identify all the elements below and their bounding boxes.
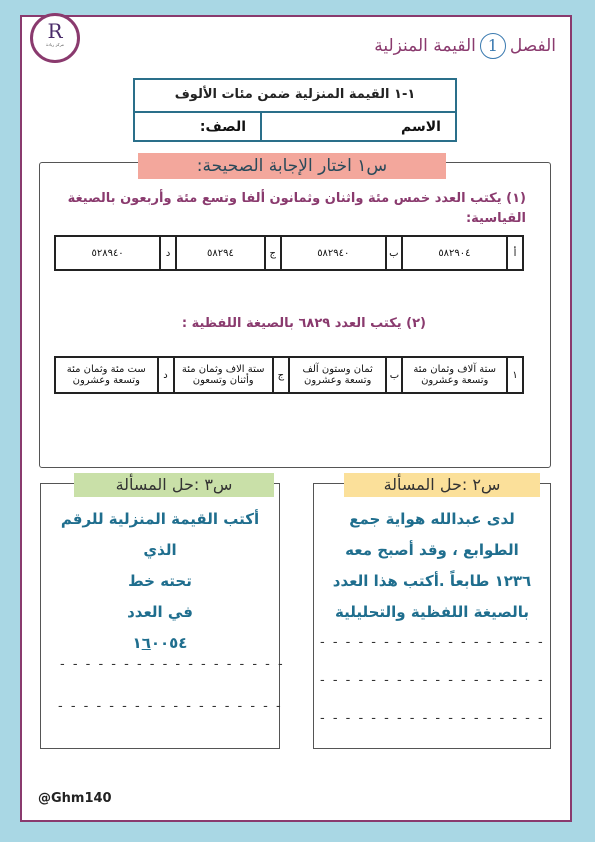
chapter-heading [374,33,556,59]
option-letter: أ [507,236,523,270]
answer-line[interactable]: - - - - - - - - - - - - - - - - - - [320,635,545,650]
question-1-part-2-options [54,356,524,394]
author-handle: @Ghm140 [38,791,112,806]
lesson-title: ١-١ القيمة المنزلية ضمن مئات الألوف [135,80,455,113]
question-3-title: س٣ :حل المسألة [74,473,274,497]
question-1-title: س١ اختار الإجابة الصحيحة: [138,153,446,179]
question-2-line: لدى عبدالله هواية جمع [349,510,515,528]
logo-letter: R [47,19,63,43]
question-1-part-2-text: (٢) يكتب العدد ٦٨٢٩ بالصيغة اللفظية : [181,316,426,331]
question-1-part-1-options [54,235,524,271]
underlined-digit: ٦ [141,634,151,652]
question-2-title: س٢ :حل المسألة [344,473,540,497]
question-3-number: ١٦٠٠٥٤ [132,634,188,652]
lesson-title-box [133,78,457,142]
option-value[interactable]: ٥٨٢٩٠٤ [402,236,507,270]
question-2-line: الطوابع ، وقد أصبح معه [345,541,519,559]
chapter-number-badge: 1 [480,33,506,59]
logo-text: مركز ريادة [46,42,64,47]
option-value[interactable]: ستة الاف وثمان مئة وأثنان وتسعون [174,357,273,393]
option-letter: ١ [507,357,523,393]
worksheet-page [20,15,572,822]
option-value[interactable]: ثمان وستون آلف وتسعة وعشرون [289,357,387,393]
option-value[interactable]: ٥٨٢٩٤٠ [281,236,386,270]
answer-line[interactable]: - - - - - - - - - - - - - - - - - - [58,699,283,714]
option-value[interactable]: ست مئة وثمان مئة وتسعة وعشرون [55,357,158,393]
answer-line[interactable]: - - - - - - - - - - - - - - - - - - [320,711,545,726]
option-letter: ج [265,236,281,270]
option-value[interactable]: ٥٨٢٩٤ [176,236,265,270]
question-3-line: أكتب القيمة المنزلية للرقم الذي [60,510,260,559]
option-value[interactable]: ٥٢٨٩٤٠ [55,236,160,270]
grade-field[interactable]: الصف: [199,119,246,135]
question-2-text [317,504,547,628]
option-value[interactable]: ستة آلاف وثمان مئة وتسعة وعشرون [402,357,507,393]
option-letter: ب [386,236,402,270]
question-3-line: تحته خط [128,572,192,590]
question-1-part-1-text: (١) يكتب العدد خمس مئة واثنان وثمانون ألفا وتسع مئة وأربعون بالصيغة القياسية: [67,191,526,226]
option-letter: ب [386,357,402,393]
option-letter: ج [273,357,289,393]
question-2-line: بالصيغة اللفظية والتحليلية [335,603,529,621]
option-letter: د [158,357,174,393]
option-letter: د [160,236,176,270]
question-3-text [46,504,274,659]
question-2-line: ١٢٣٦ طابعاً .أكتب هذا العدد [332,572,532,590]
chapter-title: القيمة المنزلية [374,36,476,56]
question-3-line: في العدد [127,603,193,621]
student-name-field[interactable]: الاسم [260,113,455,142]
chapter-word: الفصل [509,36,556,56]
answer-line[interactable]: - - - - - - - - - - - - - - - - - - [60,657,285,672]
answer-line[interactable]: - - - - - - - - - - - - - - - - - - [320,673,545,688]
school-logo [30,13,80,63]
